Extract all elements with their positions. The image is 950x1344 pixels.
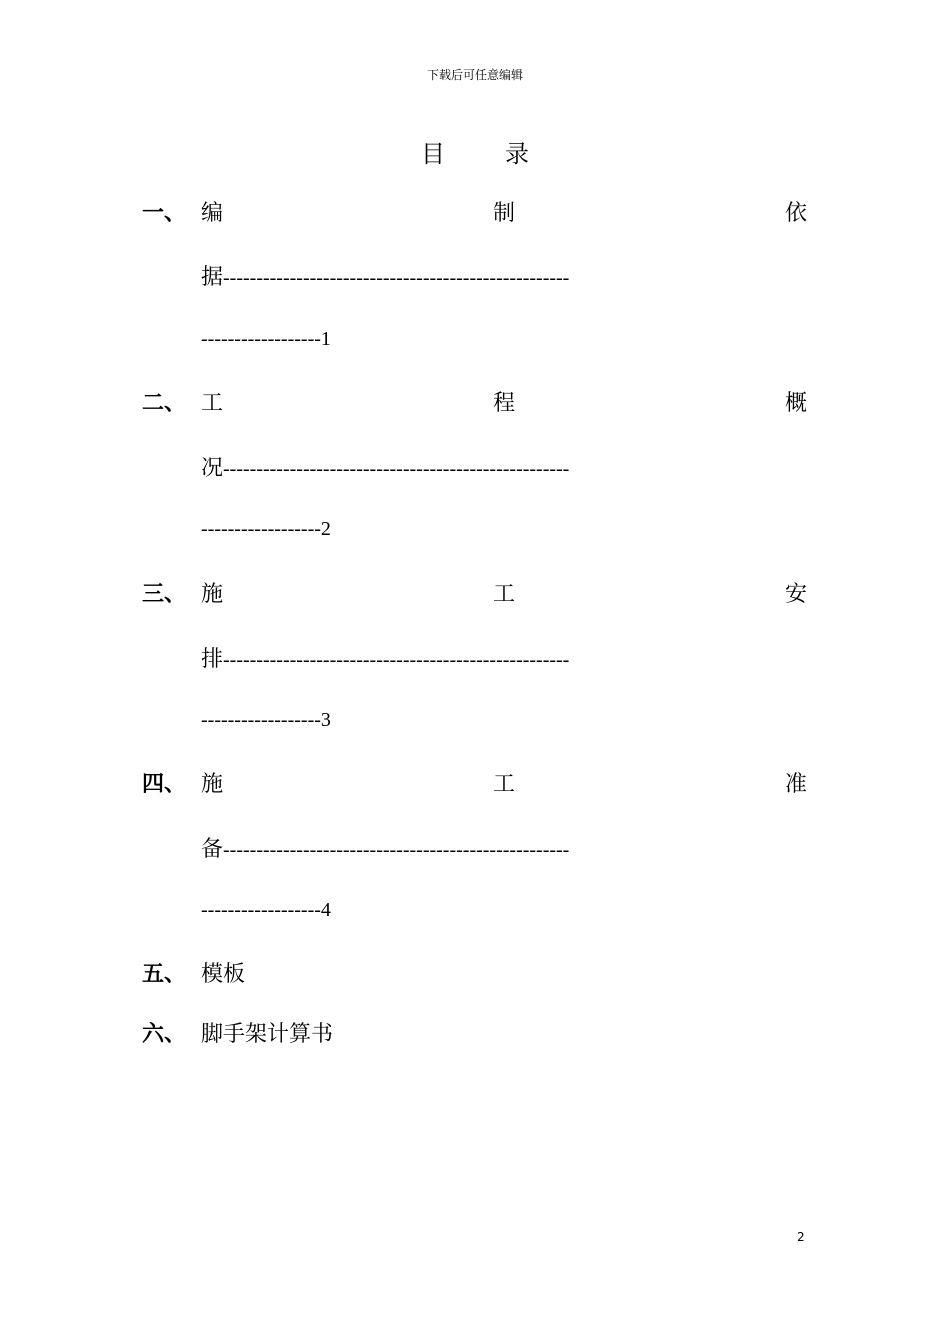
title-char-2: 录 xyxy=(505,140,529,168)
section-3-lead-char: 排 xyxy=(201,647,224,672)
title-char-1: 目 xyxy=(421,140,445,168)
section-1-lead-char: 据 xyxy=(201,265,224,290)
section-3-heading xyxy=(201,577,807,608)
section-1-number: 一、 xyxy=(142,201,187,226)
section-2-char-1: 工 xyxy=(201,391,224,416)
section-1-heading xyxy=(201,196,807,227)
section-2-heading xyxy=(201,386,807,417)
section-2-number: 二、 xyxy=(142,391,187,416)
section-1-char-2: 制 xyxy=(492,201,515,226)
section-3-char-1: 施 xyxy=(201,582,224,607)
section-4-char-2: 工 xyxy=(492,772,515,797)
header-note: 下载后可任意编辑 xyxy=(426,68,523,82)
section-4-heading xyxy=(201,767,807,798)
section-1-char-3: 依 xyxy=(784,201,807,226)
page-number: 2 xyxy=(797,1230,805,1244)
section-2-page-ref: ------------------2 xyxy=(201,518,331,540)
section-3-number: 三、 xyxy=(142,582,187,607)
section-2-lead-char: 况 xyxy=(201,456,224,481)
section-4-page-ref: ------------------4 xyxy=(201,899,331,921)
section-3-char-3: 安 xyxy=(784,582,807,607)
section-6-number: 六、 xyxy=(142,1022,187,1047)
section-1-page-ref: ------------------1 xyxy=(201,328,331,350)
section-2-char-2: 程 xyxy=(492,391,515,416)
section-1-dashes: ---------------------------------------------------- xyxy=(223,267,570,289)
section-4-char-1: 施 xyxy=(201,772,224,797)
section-4-leader-line xyxy=(201,832,807,863)
section-1-char-1: 编 xyxy=(201,201,224,226)
section-3-dashes: ---------------------------------------------------- xyxy=(223,649,570,671)
section-5-number: 五、 xyxy=(142,962,187,987)
section-4-number: 四、 xyxy=(142,772,187,797)
section-2-char-3: 概 xyxy=(784,391,807,416)
section-3-leader-line xyxy=(201,642,807,673)
section-3-char-2: 工 xyxy=(492,582,515,607)
section-2-leader-line xyxy=(201,451,807,482)
section-3-page-ref: ------------------3 xyxy=(201,709,331,731)
section-4-char-3: 准 xyxy=(784,772,807,797)
section-4-dashes: ---------------------------------------------------- xyxy=(223,839,570,861)
section-1-leader-line xyxy=(201,260,807,291)
section-5-title: 模板 xyxy=(201,962,246,987)
section-4-lead-char: 备 xyxy=(201,837,224,862)
section-6-title: 脚手架计算书 xyxy=(201,1022,334,1047)
section-2-dashes: ---------------------------------------------------- xyxy=(223,458,570,480)
toc-title xyxy=(0,134,950,169)
